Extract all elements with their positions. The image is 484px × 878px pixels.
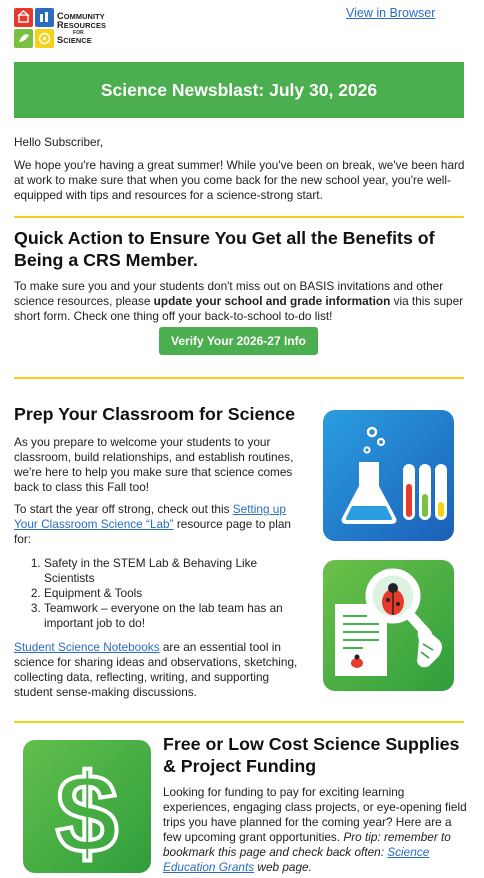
dollar-sign-icon xyxy=(23,740,151,873)
section-divider xyxy=(14,721,464,723)
classroom-paragraph: As you prepare to welcome your students to your classroom, build relationships, and establish routines, we're here to help you make sure that science comes back to class this Fall too! xyxy=(14,435,294,494)
verify-info-button[interactable]: Verify Your 2026-27 Info xyxy=(159,327,318,355)
notebook-observation-tile xyxy=(323,560,454,691)
setup-lab-link[interactable]: Setting up Your Classroom Science “Lab” xyxy=(14,502,286,531)
logo-tiles-icon xyxy=(14,8,54,48)
svg-text:$: $ xyxy=(55,751,119,873)
science-notebooks-link[interactable]: Student Science Notebooks xyxy=(14,640,160,654)
funding-tile xyxy=(23,740,151,873)
newsblast-banner xyxy=(14,62,464,118)
funding-heading: Free or Low Cost Science Supplies & Project Funding xyxy=(163,734,460,776)
section-divider xyxy=(14,377,464,379)
classroom-heading: Prep Your Classroom for Science xyxy=(14,404,295,424)
intro-paragraph: We hope you're having a great summer! While you've been on break, we've been hard at work to make sure that when you come back for the new school year, you're well-equipped with tips and resources for a science-strong start. xyxy=(14,158,465,202)
notebooks-paragraph: Student Science Notebooks are an essential tool in science for sharing ideas and observations, sketching, collecting data, reflecting, writing, and supporting student sense-making discussions. xyxy=(14,640,298,699)
section-divider xyxy=(14,216,464,218)
view-in-browser-link[interactable]: View in Browser xyxy=(346,6,436,20)
quick-action-heading: Quick Action to Ensure You Get all the Benefits of Being a CRS Member. xyxy=(14,228,435,270)
setup-paragraph: To start the year off strong, check out this Setting up Your Classroom Science “Lab” resource page to plan for: xyxy=(14,502,291,546)
banner-title: Science Newsblast: July 30, 2026 xyxy=(100,79,378,100)
greeting: Hello Subscriber, xyxy=(14,135,104,149)
list-item: 1. Safety in the STEM Lab & Behaving Like Scientists xyxy=(44,556,304,586)
list-item: 2. Equipment & Tools xyxy=(44,586,304,601)
logo-wordmark: COMMUNITY RESOURCES FOR SCIENCE xyxy=(57,11,107,45)
quick-action-paragraph: To make sure you and your students don't miss out on BASIS invitations and other science resources, please update your school and grade information via this super short form. Check one thing off your back-to-school to-do list! xyxy=(14,279,464,323)
flask-test-tubes-icon xyxy=(323,410,454,541)
grants-link[interactable]: Science Education Grants xyxy=(163,845,430,874)
list-item: 3. Teamwork – everyone on the lab team has an important job to do! xyxy=(44,601,304,631)
lab-topics-list xyxy=(14,556,304,631)
notebook-magnifier-icon xyxy=(323,560,454,691)
funding-paragraph: Looking for funding to pay for exciting learning experiences, engaging class projects, or eye-opening field trips you have planned for the coming year? Here are a few upcoming grant opportunities. Pro tip: remember to bookmark this page and check back often: Science Education Grants web page. xyxy=(163,785,467,874)
lab-equipment-tile xyxy=(323,410,454,541)
crs-logo[interactable] xyxy=(14,8,124,52)
